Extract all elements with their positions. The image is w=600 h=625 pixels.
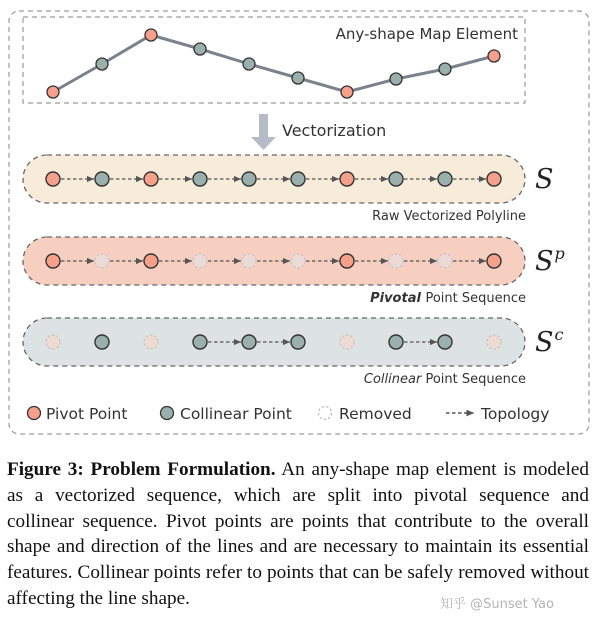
pivot-point-marker <box>47 86 59 98</box>
caption-title: Problem Formulation. <box>90 459 276 480</box>
sequence-row-3 <box>23 318 564 387</box>
pivot-point-marker <box>144 254 158 268</box>
figure-caption <box>7 457 589 612</box>
sequence-row-2 <box>23 237 565 306</box>
collinear-point-marker <box>389 335 403 349</box>
legend-removed-label: Removed <box>339 405 412 423</box>
legend-pivot-label: Pivot Point <box>46 405 128 423</box>
sequence-rows <box>23 155 565 387</box>
removed-point-marker <box>95 254 109 268</box>
collinear-point-marker <box>243 58 255 70</box>
collinear-point-marker <box>242 335 256 349</box>
removed-point-marker <box>46 335 60 349</box>
map-element-label: Any-shape Map Element <box>335 25 518 43</box>
watermark: 知乎 @Sunset Yao <box>440 597 554 612</box>
removed-point-marker <box>193 254 207 268</box>
vectorization-arrow-icon <box>251 114 276 150</box>
legend-collinear-icon <box>161 407 174 420</box>
caption-text: An any-shape map element is modeled as a vectorized sequence, which are split into pivotal sequence and collinear sequence. Pivot points are points that contribute to the overall shape and direction of the lines and are necessary to maintain its essential features. Collinear points refer to points that can be safely removed without affecting the line shape. <box>7 459 589 609</box>
sequence-label <box>364 372 526 387</box>
pivot-point-marker <box>144 172 158 186</box>
sequence-symbol: $S^c$ <box>535 325 564 358</box>
sequence-label-text: Point Sequence <box>425 291 526 306</box>
collinear-point-marker <box>390 73 402 85</box>
vectorization-label: Vectorization <box>282 121 387 140</box>
collinear-point-marker <box>389 172 403 186</box>
pivot-point-marker <box>487 254 501 268</box>
caption-fig-label: Figure 3: <box>7 459 84 480</box>
sequence-label-emphasis: Pivotal <box>370 291 426 306</box>
collinear-point-marker <box>95 335 109 349</box>
sequence-label <box>370 291 526 306</box>
collinear-point-marker <box>194 43 206 55</box>
removed-point-marker <box>487 335 501 349</box>
sequence-symbol-superscript: p <box>554 244 565 263</box>
removed-point-marker <box>389 254 403 268</box>
removed-point-marker <box>242 254 256 268</box>
removed-point-marker <box>438 254 452 268</box>
pivot-point-marker <box>340 172 354 186</box>
collinear-point-marker <box>292 72 304 84</box>
collinear-point-marker <box>193 172 207 186</box>
legend-topology-label: Topology <box>481 405 550 423</box>
map-element-polyline <box>53 35 494 92</box>
pivot-point-marker <box>488 50 500 62</box>
legend-collinear-label: Collinear Point <box>180 405 292 423</box>
sequence-label-text: Raw Vectorized Polyline <box>372 209 526 224</box>
pivot-point-marker <box>340 254 354 268</box>
sequence-symbol: $S^p$ <box>535 244 565 277</box>
pivot-point-marker <box>487 172 501 186</box>
collinear-point-marker <box>291 172 305 186</box>
pivot-point-marker <box>46 172 60 186</box>
sequence-label <box>372 209 526 224</box>
sequence-symbol-superscript: c <box>554 325 564 344</box>
sequence-label-emphasis: Collinear <box>363 372 426 387</box>
collinear-point-marker <box>193 335 207 349</box>
sequence-symbol: S <box>535 164 554 195</box>
pivot-point-marker <box>46 254 60 268</box>
legend <box>28 405 550 423</box>
sequence-row-1 <box>23 155 554 224</box>
legend-removed-icon <box>319 407 332 420</box>
sequence-label-text: Point Sequence <box>425 372 526 387</box>
collinear-point-marker <box>96 58 108 70</box>
legend-pivot-icon <box>28 407 41 420</box>
collinear-point-marker <box>291 335 305 349</box>
removed-point-marker <box>144 335 158 349</box>
removed-point-marker <box>340 335 354 349</box>
collinear-point-marker <box>438 335 452 349</box>
pivot-point-marker <box>341 86 353 98</box>
pivot-point-marker <box>145 29 157 41</box>
collinear-point-marker <box>242 172 256 186</box>
collinear-point-marker <box>439 63 451 75</box>
collinear-point-marker <box>438 172 452 186</box>
removed-point-marker <box>291 254 305 268</box>
collinear-point-marker <box>95 172 109 186</box>
